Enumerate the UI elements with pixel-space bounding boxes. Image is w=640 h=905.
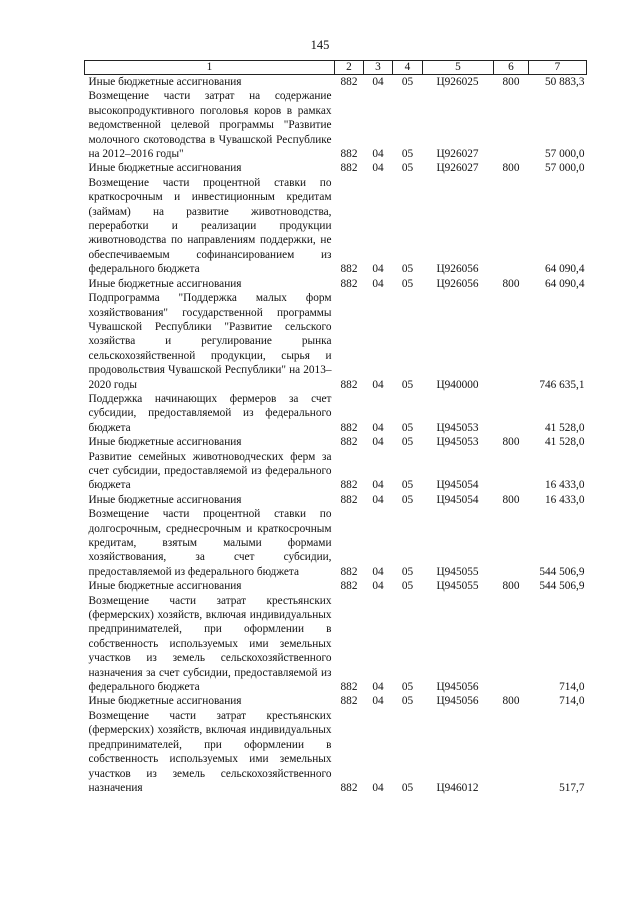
row-description: Поддержка начинающих фермеров за счет субсидии, предоставляемой из федерального бюджета (88, 392, 332, 434)
row-section-code: 04 (372, 277, 384, 290)
row-section-code: 04 (372, 378, 384, 391)
row-amount: 714,0 (559, 681, 585, 694)
row-ministry-code: 882 (340, 263, 358, 276)
table-row (85, 277, 587, 291)
table-row (85, 594, 587, 695)
row-expense-type (494, 176, 529, 277)
row-expense-type: 800 (502, 695, 520, 708)
row-section-code: 04 (372, 76, 384, 88)
row-section-code: 04 (372, 421, 384, 434)
row-description: Иные бюджетные ассигнования (88, 162, 242, 175)
row-subsection-code: 05 (401, 681, 414, 694)
row-target-article: Ц945054 (436, 493, 479, 506)
row-ministry-code: 882 (340, 479, 358, 492)
row-subsection-code: 05 (401, 378, 414, 391)
row-target-article: Ц945055 (436, 565, 479, 578)
row-amount: 517,7 (559, 781, 585, 794)
row-amount: 714,0 (559, 695, 585, 708)
table-row (85, 392, 587, 435)
row-expense-type (494, 291, 529, 392)
row-ministry-code: 882 (340, 378, 358, 391)
row-ministry-code: 882 (340, 148, 358, 161)
row-description: Иные бюджетные ассигнования (88, 277, 242, 290)
row-expense-type (494, 709, 529, 795)
row-subsection-code: 05 (401, 263, 414, 276)
row-ministry-code: 882 (340, 781, 358, 794)
row-amount: 41 528,0 (544, 421, 585, 434)
row-ministry-code: 882 (340, 162, 358, 175)
row-section-code: 04 (372, 580, 384, 593)
row-description: Иные бюджетные ассигнования (88, 76, 242, 88)
row-section-code: 04 (372, 148, 384, 161)
row-description: Иные бюджетные ассигнования (88, 493, 242, 506)
row-description: Иные бюджетные ассигнования (88, 695, 242, 708)
column-header-7: 7 (529, 61, 587, 75)
row-amount: 544 506,9 (539, 565, 585, 578)
row-description: Иные бюджетные ассигнования (88, 580, 242, 593)
row-amount: 50 883,3 (544, 76, 585, 88)
row-description: Иные бюджетные ассигнования (88, 436, 242, 449)
row-ministry-code: 882 (340, 277, 358, 290)
table-body (85, 75, 587, 796)
column-header-4: 4 (393, 61, 423, 75)
table-row (85, 694, 587, 708)
row-target-article: Ц926025 (436, 76, 479, 88)
row-section-code: 04 (372, 162, 384, 175)
row-expense-type (494, 89, 529, 161)
row-subsection-code: 05 (401, 148, 414, 161)
table-row (85, 507, 587, 579)
row-description: Подпрограмма "Поддержка малых форм хозяйствования" государственной программы Чувашской Республики "Развитие сельского хозяйства и регулирование рынка сельскохозяйственной продукции, сырья и продовольствия Чувашской Республики" на 2013–2020 годы (88, 292, 332, 391)
page-number: 145 (310, 38, 330, 52)
row-expense-type: 800 (502, 277, 520, 290)
table-row (85, 161, 587, 175)
row-ministry-code: 882 (340, 421, 358, 434)
table-header (85, 61, 587, 75)
table-row (85, 709, 587, 795)
row-expense-type (494, 450, 529, 493)
row-expense-type: 800 (502, 493, 520, 506)
row-section-code: 04 (372, 493, 384, 506)
row-description: Возмещение части затрат крестьянских (фермерских) хозяйств, включая индивидуальных предпринимателей, при оформлении в собственность используемых ими земельных участков из земель сельскохозяйственного назначения (88, 709, 332, 794)
column-header-3: 3 (364, 61, 393, 75)
row-target-article: Ц945055 (436, 580, 479, 593)
row-subsection-code: 05 (401, 277, 414, 290)
row-subsection-code: 05 (401, 436, 414, 449)
row-ministry-code: 882 (340, 580, 358, 593)
row-subsection-code: 05 (401, 479, 414, 492)
row-target-article: Ц945056 (436, 695, 479, 708)
row-expense-type: 800 (502, 436, 520, 449)
row-description: Возмещение части затрат крестьянских (фермерских) хозяйств, включая индивидуальных предпринимателей, при оформлении в собственность используемых ими земельных участков из земель сельскохозяйственного назначения за счет субсидии, предоставляемой из федерального бюджета (88, 594, 332, 694)
row-target-article: Ц945054 (436, 479, 479, 492)
row-amount: 64 090,4 (544, 263, 585, 276)
row-target-article: Ц926056 (436, 277, 479, 290)
table-row (85, 89, 587, 161)
row-subsection-code: 05 (401, 421, 414, 434)
row-target-article: Ц945056 (436, 681, 479, 694)
row-subsection-code: 05 (401, 565, 414, 578)
row-amount: 16 433,0 (544, 493, 585, 506)
table-row (85, 579, 587, 593)
row-expense-type: 800 (502, 76, 520, 88)
row-amount: 746 635,1 (539, 378, 585, 391)
row-expense-type (494, 507, 529, 579)
row-amount: 57 000,0 (544, 148, 585, 161)
row-target-article: Ц945053 (436, 421, 479, 434)
row-ministry-code: 882 (340, 565, 358, 578)
row-expense-type: 800 (502, 162, 520, 175)
table-row (85, 435, 587, 449)
row-section-code: 04 (372, 436, 384, 449)
row-subsection-code: 05 (401, 76, 414, 88)
row-description: Возмещение части процентной ставки по долгосрочным, среднесрочным и краткосрочным кредитам, взятым малыми формами хозяйствования, за счет субсидии, предоставляемой из федерального бюджета (88, 508, 332, 578)
row-target-article: Ц946012 (436, 781, 479, 794)
header-row (85, 61, 587, 75)
row-section-code: 04 (372, 681, 384, 694)
row-ministry-code: 882 (340, 76, 358, 88)
row-target-article: Ц926056 (436, 263, 479, 276)
row-amount: 64 090,4 (544, 277, 585, 290)
row-ministry-code: 882 (340, 681, 358, 694)
row-subsection-code: 05 (401, 695, 414, 708)
row-amount: 57 000,0 (544, 162, 585, 175)
row-section-code: 04 (372, 263, 384, 276)
row-subsection-code: 05 (401, 493, 414, 506)
row-expense-type (494, 594, 529, 695)
row-description: Возмещение части затрат на содержание высокопродуктивного поголовья коров в рамках ведомственной целевой программы "Развитие молочного скотоводства в Чувашской Республике на 2012–2016 годы" (88, 90, 332, 161)
row-target-article: Ц926027 (436, 148, 479, 161)
row-ministry-code: 882 (340, 436, 358, 449)
table-row (85, 493, 587, 507)
column-header-6: 6 (494, 61, 529, 75)
row-ministry-code: 882 (340, 493, 358, 506)
row-target-article: Ц926027 (436, 162, 479, 175)
row-subsection-code: 05 (401, 781, 414, 794)
row-amount: 16 433,0 (544, 479, 585, 492)
row-subsection-code: 05 (401, 580, 414, 593)
row-description: Развитие семейных животноводческих ферм за счет субсидии, предоставляемой из федерального бюджета (88, 450, 332, 492)
table-row (85, 291, 587, 392)
row-section-code: 04 (372, 695, 384, 708)
row-subsection-code: 05 (401, 162, 414, 175)
row-section-code: 04 (372, 781, 384, 794)
row-amount: 544 506,9 (539, 580, 585, 593)
row-section-code: 04 (372, 479, 384, 492)
row-target-article: Ц940000 (436, 378, 479, 391)
table-row (85, 450, 587, 493)
column-header-1: 1 (85, 61, 335, 75)
row-expense-type: 800 (502, 580, 520, 593)
row-ministry-code: 882 (340, 695, 358, 708)
table-row (85, 75, 587, 90)
column-header-2: 2 (335, 61, 364, 75)
row-description: Возмещение части процентной ставки по краткосрочным и инвестиционным кредитам (займам) на развитие животноводства, переработки и реализации продукции животноводства по направлениям поддержки, не обеспечиваемым софинансированием из федерального бюджета (88, 176, 332, 276)
budget-table (84, 60, 587, 795)
column-header-5: 5 (423, 61, 494, 75)
row-expense-type (494, 392, 529, 435)
row-amount: 41 528,0 (544, 436, 585, 449)
row-section-code: 04 (372, 565, 384, 578)
row-target-article: Ц945053 (436, 436, 479, 449)
table-row (85, 176, 587, 277)
